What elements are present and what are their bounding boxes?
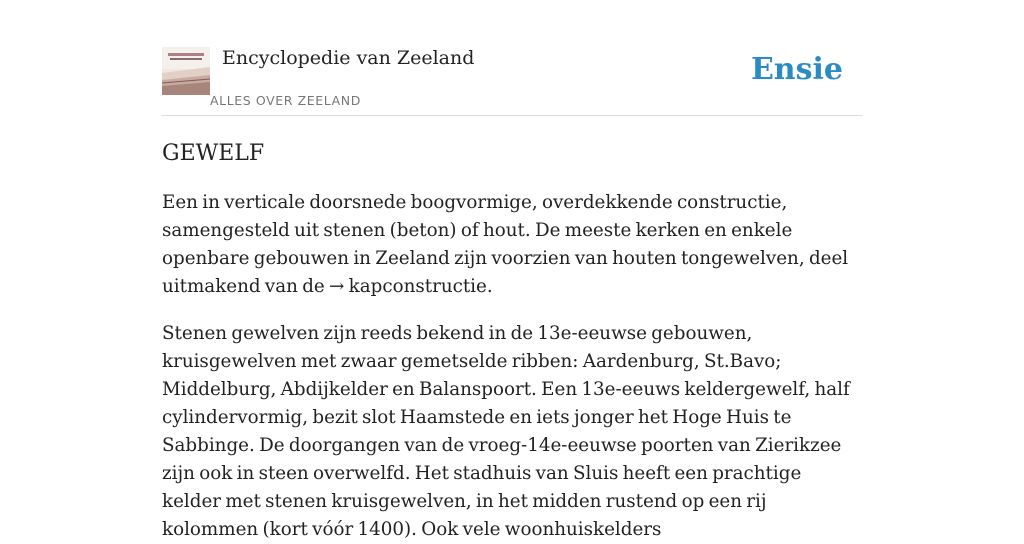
site-title[interactable]: Encyclopedie van Zeeland: [222, 47, 475, 69]
article-title: GEWELF: [162, 141, 265, 166]
site-tagline: ALLES OVER ZEELAND: [210, 93, 361, 108]
ensie-logo[interactable]: Ensie: [750, 52, 843, 87]
site-avatar[interactable]: [162, 47, 210, 95]
article-paragraph: Stenen gewelven zijn reeds bekend in de 13e-eeuwse gebouwen, kruisgewelven met zwaar gemetselde ribben: Aardenburg, St.Bavo; Middelburg, Abdijkelder en Balanspoort. Een 13e-eeuws keldergewelf, half cylindervormig, bezit slot Haamstede en iets jonger het Hoge Huis te Sabbinge. De doorgangen van de vroeg-14e-eeuwse poorten van Zierikzee zijn ook in steen overwelfd. Het stadhuis van Sluis heeft een prachtige kelder met stenen kruisgewelven, in het midden rustend op een rij kolommen (kort vóór 1400). Ook vele woonhuiskelders: [162, 323, 850, 540]
header-divider: [162, 115, 862, 116]
article: [162, 138, 862, 544]
book-image-icon: [162, 47, 210, 95]
article-paragraph: Een in verticale doorsnede boogvormige, overdekkende constructie, samengesteld uit stenen (beton) of hout. De meeste kerken en enkele openbare gebouwen in Zeeland zijn voorzien van houten tongewelven, deel uitmakend van de → kapconstructie.: [162, 192, 849, 297]
